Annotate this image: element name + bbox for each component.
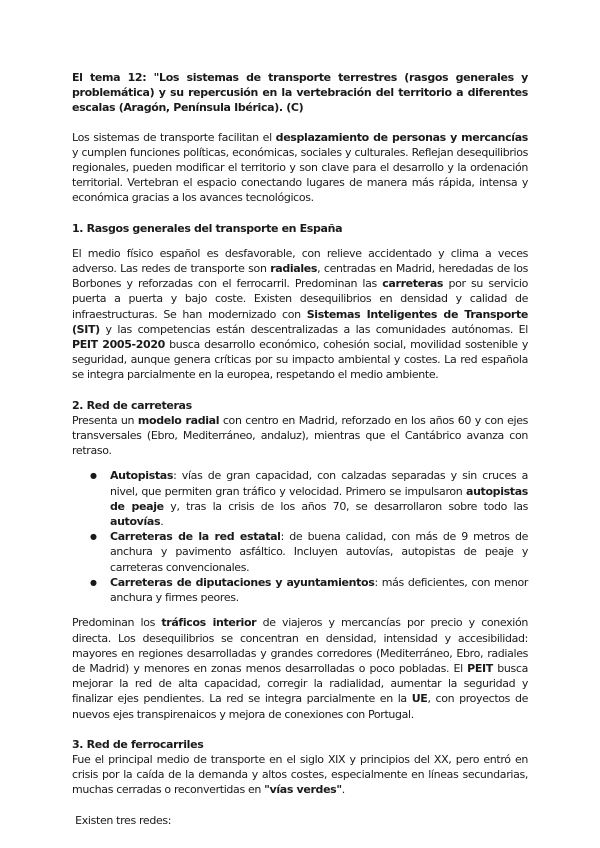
s1-text-5: busca desarrollo económico, cohesión social, movilidad sostenible y seguridad, aunque genera críticas por su impacto ambiental y costes. La red española se integra parcialmente en la europea, respetando el medio ambiente. bbox=[72, 338, 528, 382]
bullet1-bold-2: autopistas de peaje bbox=[110, 484, 528, 513]
section3-heading: 3. Red de ferrocarriles bbox=[72, 737, 204, 751]
bullet1-text-1: : vías de gran capacidad, con calzadas separadas y sin cruces a nivel, que permiten gran tráfico y velocidad. Primero se impulsaron bbox=[110, 469, 528, 498]
s1-text-1: El medio físico español es desfavorable, con relieve accidentado y clima a veces adverso. Las redes de transporte son bbox=[72, 246, 528, 276]
s2-text-1: Presenta un bbox=[72, 413, 138, 427]
intro-text-1: Los sistemas de transporte facilitan el bbox=[72, 130, 276, 144]
bullet3-text-1: : más deficientes, con menor anchura y firmes peores. bbox=[110, 575, 528, 605]
s1-bold-1: radiales bbox=[270, 262, 318, 276]
bullet3-bold-1: Carreteras de diputaciones y ayuntamientos bbox=[110, 575, 375, 589]
section1-heading: 1. Rasgos generales del transporte en España bbox=[72, 221, 343, 235]
s3-bold-1: "vías verdes" bbox=[264, 783, 342, 797]
s2p2-bold-1: tráficos interior bbox=[161, 616, 257, 630]
document-title: El tema 12: "Los sistemas de transporte terrestres (rasgos generales y problemática) y su repercusión en la vertebración del territorio a diferentes escalas (Aragón, Península Ibérica). (C) bbox=[72, 71, 528, 115]
s2p2-text-2: de viajeros y mercancías por precio y conexión directa. Los desequilibrios se concentran en densidad, intensidad y accesibilidad: mayores en regiones desarrolladas y grandes corredores (Mediterráneo, Ebro, radiales de Madrid) y menores en zonas menos desarrolladas o poco pobladas. El bbox=[72, 616, 528, 675]
s1-text-4: y las competencias están descentralizadas a las comunidades autónomas. El bbox=[99, 322, 528, 336]
bullet1-bold-1: Autopistas bbox=[110, 469, 174, 483]
intro-text-2: y cumplen funciones políticas, económicas, sociales y culturales. Reflejan desequilibrios regionales, pueden modificar el territorio y son clave para el desarrollo y la ordenación territorial. Vertebran el espacio conectando lugares de manera más rápida, intensa y económica gracias a los avances tecnológicos. bbox=[72, 145, 528, 205]
s2p2-text-1: Predominan los bbox=[72, 616, 162, 630]
s2p2-bold-3: UE bbox=[411, 692, 428, 706]
s2p2-text-3: busca mejorar la red de alta capacidad, corregir la radialidad, aumentar la seguridad y finalizar ejes pendientes. La red se integra parcialmente en la bbox=[72, 661, 528, 706]
s2p2-bold-2: PEIT bbox=[467, 661, 493, 675]
section3-closing: Existen tres redes: bbox=[72, 813, 172, 827]
section1-paragraph bbox=[72, 246, 528, 383]
section2-paragraph bbox=[72, 413, 528, 459]
bullet1-text-3: . bbox=[160, 515, 164, 529]
s2-text-2: con centro en Madrid, reforzado en los años 60 y con ejes transversales (Ebro, Mediterráneo, andaluz), mientras que el Cantábrico avanza con retraso. bbox=[72, 413, 528, 458]
s1-bold-3: Sistemas Inteligentes de Transporte (SIT) bbox=[72, 307, 528, 336]
s2p2-text-4: , con proyectos de nuevos ejes transpirenaicos y mejora de conexiones con Portugal. bbox=[72, 692, 528, 721]
s1-bold-2: carreteras bbox=[382, 277, 444, 291]
list-item bbox=[110, 575, 528, 605]
s3-text-1: Fue el principal medio de transporte en el siglo XIX y principios del XX, pero entró en crisis por la caída de la demanda y altos costes, especialmente en líneas secundarias, muchas cerradas o reconvertidas en bbox=[72, 752, 528, 797]
bullet2-bold-1: Carreteras de la red estatal bbox=[110, 530, 281, 544]
list-item bbox=[110, 468, 528, 529]
s3-text-2: . bbox=[341, 783, 345, 797]
intro-bold-1: desplazamiento de personas y mercancías bbox=[275, 130, 528, 144]
bullet2-text-1: : de buena calidad, con más de 9 metros de anchura y pavimento asfáltico. Incluyen autovías, autopistas de peaje y carreteras convencionales. bbox=[110, 530, 528, 574]
section3-paragraph bbox=[72, 752, 528, 798]
s2-bold-1: modelo radial bbox=[137, 413, 220, 427]
section2-paragraph-2 bbox=[72, 615, 528, 721]
list-item bbox=[110, 529, 528, 575]
s1-text-2: , centradas en Madrid, heredadas de los Borbones y reforzadas con el ferrocarril. Predominan las bbox=[72, 262, 528, 291]
s1-text-3: por su servicio puerta a puerta y bajo coste. Existen desequilibrios en densidad y calidad de infraestructuras. Se han modernizado con bbox=[72, 277, 528, 321]
bullet1-text-2: y, tras la crisis de los años 70, se desarrollaron sobre todo las bbox=[163, 499, 529, 513]
road-types-list bbox=[72, 468, 528, 605]
section2-heading: 2. Red de carreteras bbox=[72, 398, 192, 412]
intro-paragraph bbox=[72, 130, 528, 206]
s1-bold-4: PEIT 2005-2020 bbox=[72, 338, 165, 352]
document-body bbox=[72, 70, 528, 828]
bullet1-bold-3: autovías bbox=[110, 515, 161, 529]
